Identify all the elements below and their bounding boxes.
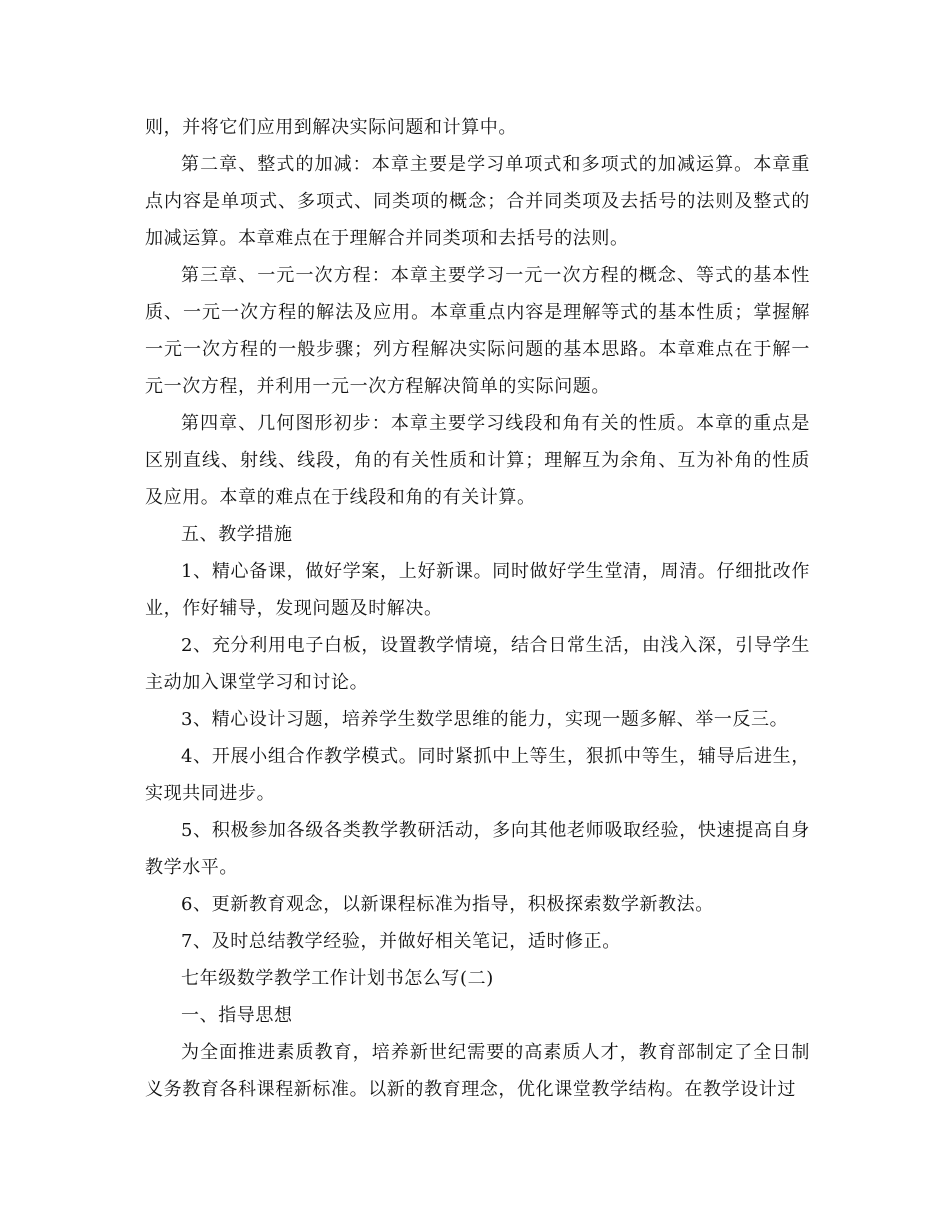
document-body [145, 109, 810, 1108]
paragraph-chapter-three: 第三章、一元一次方程：本章主要学习一元一次方程的概念、等式的基本性质、一元一次方程的解法及应用。本章重点内容是理解等式的基本性质；掌握解一元一次方程的一般步骤；列方程解决实际问题的基本思路。本章难点在于解一元一次方程，并利用一元一次方程解决简单的实际问题。 [145, 265, 810, 397]
list-item-measure-1: 1、精心备课，做好学案，上好新课。同时做好学生堂清，周清。仔细批改作业，作好辅导，发现问题及时解决。 [145, 561, 810, 619]
section-heading-guiding-ideology: 一、指导思想 [181, 1005, 293, 1026]
section-heading-teaching-measures: 五、教学措施 [181, 524, 293, 545]
paragraph-chapter-one-continuation: 则，并将它们应用到解决实际问题和计算中。 [145, 117, 517, 138]
list-item-measure-6: 6、更新教育观念，以新课程标准为指导，积极探索数学新教法。 [181, 894, 714, 915]
list-item-measure-4: 4、开展小组合作教学模式。同时紧抓中上等生，狠抓中等生，辅导后进生，实现共同进步。 [145, 746, 810, 804]
list-item-measure-7: 7、及时总结教学经验，并做好相关笔记，适时修正。 [181, 931, 621, 952]
paragraph-chapter-four: 第四章、几何图形初步：本章主要学习线段和角有关的性质。本章的重点是区别直线、射线、线段，角的有关性质和计算；理解互为余角、互为补角的性质及应用。本章的难点在于线段和角的有关计算。 [145, 413, 810, 508]
list-item-measure-2: 2、充分利用电子白板，设置教学情境，结合日常生活，由浅入深，引导学生主动加入课堂学习和讨论。 [145, 635, 810, 693]
list-item-measure-5: 5、积极参加各级各类教学教研活动，多向其他老师吸取经验，快速提高自身教学水平。 [145, 820, 810, 878]
paragraph-guiding-ideology: 为全面推进素质教育，培养新世纪需要的高素质人才，教育部制定了全日制义务教育各科课程新标准。以新的教育理念，优化课堂教学结构。在教学设计过 [145, 1042, 810, 1100]
document-subtitle-part-two: 七年级数学教学工作计划书怎么写(二) [181, 968, 494, 989]
paragraph-chapter-two: 第二章、整式的加减：本章主要是学习单项式和多项式的加减运算。本章重点内容是单项式、多项式、同类项的概念；合并同类项及去括号的法则及整式的加减运算。本章难点在于理解合并同类项和去括号的法则。 [145, 154, 810, 249]
list-item-measure-3: 3、精心设计习题，培养学生数学思维的能力，实现一题多解、举一反三。 [181, 709, 789, 730]
